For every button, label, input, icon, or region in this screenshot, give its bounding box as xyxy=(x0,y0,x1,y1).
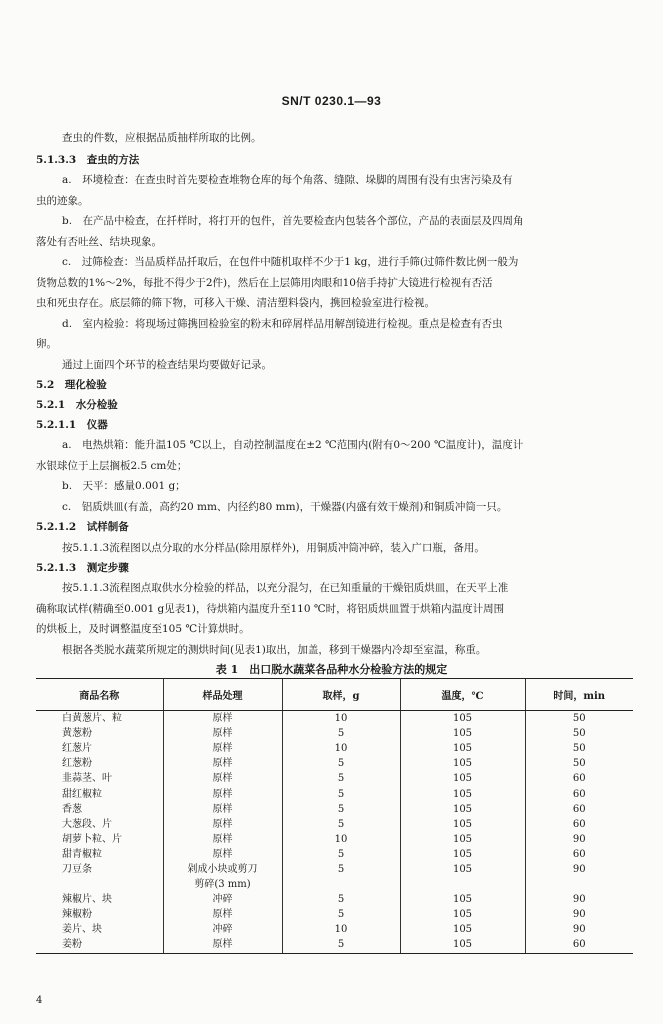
text-line: 查虫的件数，应根据品质抽样所取的比例。 xyxy=(62,132,262,144)
table-cell: 原样 xyxy=(163,786,282,801)
table-cell: 105 xyxy=(400,756,525,771)
table-cell: 10 xyxy=(282,832,400,847)
col-header-time: 时间，min xyxy=(525,679,633,711)
table-cell: 辣椒粉 xyxy=(62,909,92,921)
table-cell: 105 xyxy=(400,937,525,953)
table-cell: 原样 xyxy=(163,802,282,817)
table-header-row xyxy=(36,679,633,711)
text-line: 卵。 xyxy=(36,338,57,350)
page-header: SN/T 0230.1—93 xyxy=(281,94,382,108)
table-cell: 5 xyxy=(282,756,400,771)
text-line: 确称取试样(精确至0.001 g见表1)，待烘箱内温度升至110 ℃时，将铝质烘皿置于烘箱内温度计周围 xyxy=(36,603,505,615)
table-cell: 5 xyxy=(282,862,400,877)
table-cell: 10 xyxy=(282,741,400,756)
table-cell: 105 xyxy=(400,771,525,786)
table-cell: 105 xyxy=(400,922,525,937)
table-cell: 原样 xyxy=(163,726,282,741)
table-cell: 黄葱粉 xyxy=(62,728,92,740)
table-cell: 5 xyxy=(282,817,400,832)
text-line: 根据各类脱水蔬菜所规定的测烘时间(见表1)取出，加盖，移到干燥器内冷却至室温，称重。 xyxy=(62,644,487,656)
table-row xyxy=(36,847,633,862)
table-cell: 105 xyxy=(400,817,525,832)
table-cell: 105 xyxy=(400,892,525,907)
table-cell: 5 xyxy=(282,802,400,817)
text-line: b. 天平：感量0.001 g； xyxy=(62,480,186,492)
table-cell: 105 xyxy=(400,832,525,847)
table-cell: 105 xyxy=(400,862,525,877)
section-heading: 5.2.1.2 试样制备 xyxy=(36,521,129,533)
table-cell: 原样 xyxy=(163,711,282,727)
table-cell: 白黄葱片、粒 xyxy=(62,713,122,725)
col-header-name: 商品名称 xyxy=(36,679,163,711)
table-cell: 冲碎 xyxy=(163,892,282,907)
section-heading: 5.2.1.1 仪器 xyxy=(36,419,108,431)
table-row xyxy=(36,802,633,817)
table-cell: 60 xyxy=(525,847,633,862)
text-line: a. 电热烘箱：能升温105 ℃以上，自动控制温度在±2 ℃范围内(附有0～200 ℃温度计)，温度计 xyxy=(62,439,524,451)
col-header-sample-mass: 取样，g xyxy=(282,679,400,711)
table-row xyxy=(36,756,633,771)
table-cell: 原样 xyxy=(163,756,282,771)
table-cell: 5 xyxy=(282,907,400,922)
table-cell: 原样 xyxy=(163,832,282,847)
table-cell: 90 xyxy=(525,892,633,907)
table-cell xyxy=(282,877,400,892)
table-cell: 10 xyxy=(282,711,400,727)
table-row xyxy=(36,741,633,756)
text-line: c. 铝质烘皿(有盖，高约20 mm、内径约80 mm)，干燥器(内盛有效干燥剂)和铜质冲筒一只。 xyxy=(62,501,508,513)
text-line: 虫的迹象。 xyxy=(36,195,89,207)
text-line: 通过上面四个环节的检查结果均要做好记录。 xyxy=(62,359,272,371)
text-line: 落处有否吐丝、结块现象。 xyxy=(36,236,162,248)
text-line: d. 室内检验：将现场过筛携回检验室的粉末和碎屑样品用解剖镜进行检视。重点是检查有否虫 xyxy=(62,318,503,330)
table-cell: 胡萝卜粒、片 xyxy=(62,833,122,845)
table-row xyxy=(36,877,633,892)
table-cell: 105 xyxy=(400,741,525,756)
table-cell: 原样 xyxy=(163,817,282,832)
table-row xyxy=(36,711,633,727)
section-heading: 5.2.1.3 测定步骤 xyxy=(36,562,129,574)
table-cell: 105 xyxy=(400,726,525,741)
table-cell xyxy=(36,877,163,892)
table-cell: 5 xyxy=(282,726,400,741)
moisture-method-table xyxy=(36,678,633,954)
col-header-temperature: 温度，℃ xyxy=(400,679,525,711)
table-cell: 原样 xyxy=(163,937,282,953)
page-number: 4 xyxy=(36,995,43,1006)
table-cell: 60 xyxy=(525,786,633,801)
section-heading: 5.1.3.3 查虫的方法 xyxy=(36,154,140,166)
table-cell: 10 xyxy=(282,922,400,937)
table-cell: 5 xyxy=(282,937,400,953)
table-cell: 韭蒜茎、叶 xyxy=(62,773,112,785)
table-caption: 表 1 出口脱水蔬菜各品种水分检验方法的规定 xyxy=(215,663,448,676)
table-cell: 香葱 xyxy=(62,803,82,815)
table-cell: 105 xyxy=(400,802,525,817)
table-cell: 剁成小块或剪刀 xyxy=(163,862,282,877)
table-row xyxy=(36,771,633,786)
table-cell: 原样 xyxy=(163,907,282,922)
section-heading: 5.2.1 水分检验 xyxy=(36,399,118,411)
table-row xyxy=(36,832,633,847)
col-header-treatment: 样品处理 xyxy=(163,679,282,711)
table-cell: 原样 xyxy=(163,847,282,862)
text-line: 的烘板上，及时调整温度至105 ℃计算烘时。 xyxy=(36,623,250,635)
table-cell: 90 xyxy=(525,862,633,877)
table-cell: 50 xyxy=(525,756,633,771)
table-cell xyxy=(525,877,633,892)
table-cell: 原样 xyxy=(163,771,282,786)
table-cell: 60 xyxy=(525,771,633,786)
table-cell: 剪碎(3 mm) xyxy=(163,877,282,892)
table-cell: 姜片、块 xyxy=(62,924,102,936)
table-cell: 原样 xyxy=(163,741,282,756)
table-row xyxy=(36,786,633,801)
table-cell: 5 xyxy=(282,786,400,801)
text-line: a. 环境检查：在查虫时首先要检查堆物仓库的每个角落、缝隙、垛脚的周围有没有虫害污染及有 xyxy=(62,174,513,186)
table-row xyxy=(36,817,633,832)
section-heading: 5.2 理化检验 xyxy=(36,379,107,391)
table-cell: 50 xyxy=(525,726,633,741)
table-cell: 冲碎 xyxy=(163,922,282,937)
table-cell: 90 xyxy=(525,922,633,937)
table-row xyxy=(36,892,633,907)
text-line: b. 在产品中检查，在扦样时，将打开的包件，首先要检查内包装各个部位，产品的表面层及四周角 xyxy=(62,215,524,227)
table-row xyxy=(36,922,633,937)
table-row xyxy=(36,726,633,741)
table-cell: 甜青椒粒 xyxy=(62,848,102,860)
text-line: 货物总数的1%～2%，每批不得少于2件)，然后在上层筛用肉眼和10倍手持扩大镜进行检视有否活 xyxy=(36,277,493,289)
text-line: 水银球位于上层搁板2.5 cm处； xyxy=(36,460,188,472)
table-cell: 甜红椒粒 xyxy=(62,788,102,800)
table-row xyxy=(36,862,633,877)
table-row xyxy=(36,937,633,953)
table-cell: 60 xyxy=(525,817,633,832)
table-cell: 90 xyxy=(525,832,633,847)
table-cell: 姜粉 xyxy=(36,937,163,953)
table-cell: 90 xyxy=(525,907,633,922)
table-cell: 辣椒片、块 xyxy=(62,894,112,906)
table-cell: 5 xyxy=(282,847,400,862)
table-cell: 红葱粉 xyxy=(62,758,92,770)
table-cell: 5 xyxy=(282,771,400,786)
table-cell: 105 xyxy=(400,907,525,922)
text-line: 虫和死虫存在。底层筛的筛下物，可移入干燥、清洁塑料袋内，携回检验室进行检视。 xyxy=(36,297,435,309)
table-cell: 105 xyxy=(400,847,525,862)
text-line: c. 过筛检查：当品质样品扦取后，在包件中随机取样不少于1 kg，进行手筛(过筛件数比例一般为 xyxy=(62,256,519,268)
table-cell: 60 xyxy=(525,937,633,953)
table-cell: 60 xyxy=(525,802,633,817)
table-cell: 红葱片 xyxy=(62,743,92,755)
table-cell: 50 xyxy=(525,741,633,756)
table-cell: 5 xyxy=(282,892,400,907)
table-cell xyxy=(400,877,525,892)
table-cell: 50 xyxy=(525,711,633,727)
table-cell: 105 xyxy=(400,711,525,727)
table-row xyxy=(36,907,633,922)
table-cell: 105 xyxy=(400,786,525,801)
table-cell: 刀豆条 xyxy=(62,863,92,875)
table-cell: 大葱段、片 xyxy=(62,818,112,830)
text-line: 按5.1.1.3流程图点取供水分检验的样品，以充分混匀，在已知重量的干燥铝质烘皿，在天平上准 xyxy=(62,582,509,594)
text-line: 按5.1.1.3流程图以点分取的水分样品(除用原样外)，用铜质冲筒冲碎，装入广口瓶，备用。 xyxy=(62,542,485,554)
